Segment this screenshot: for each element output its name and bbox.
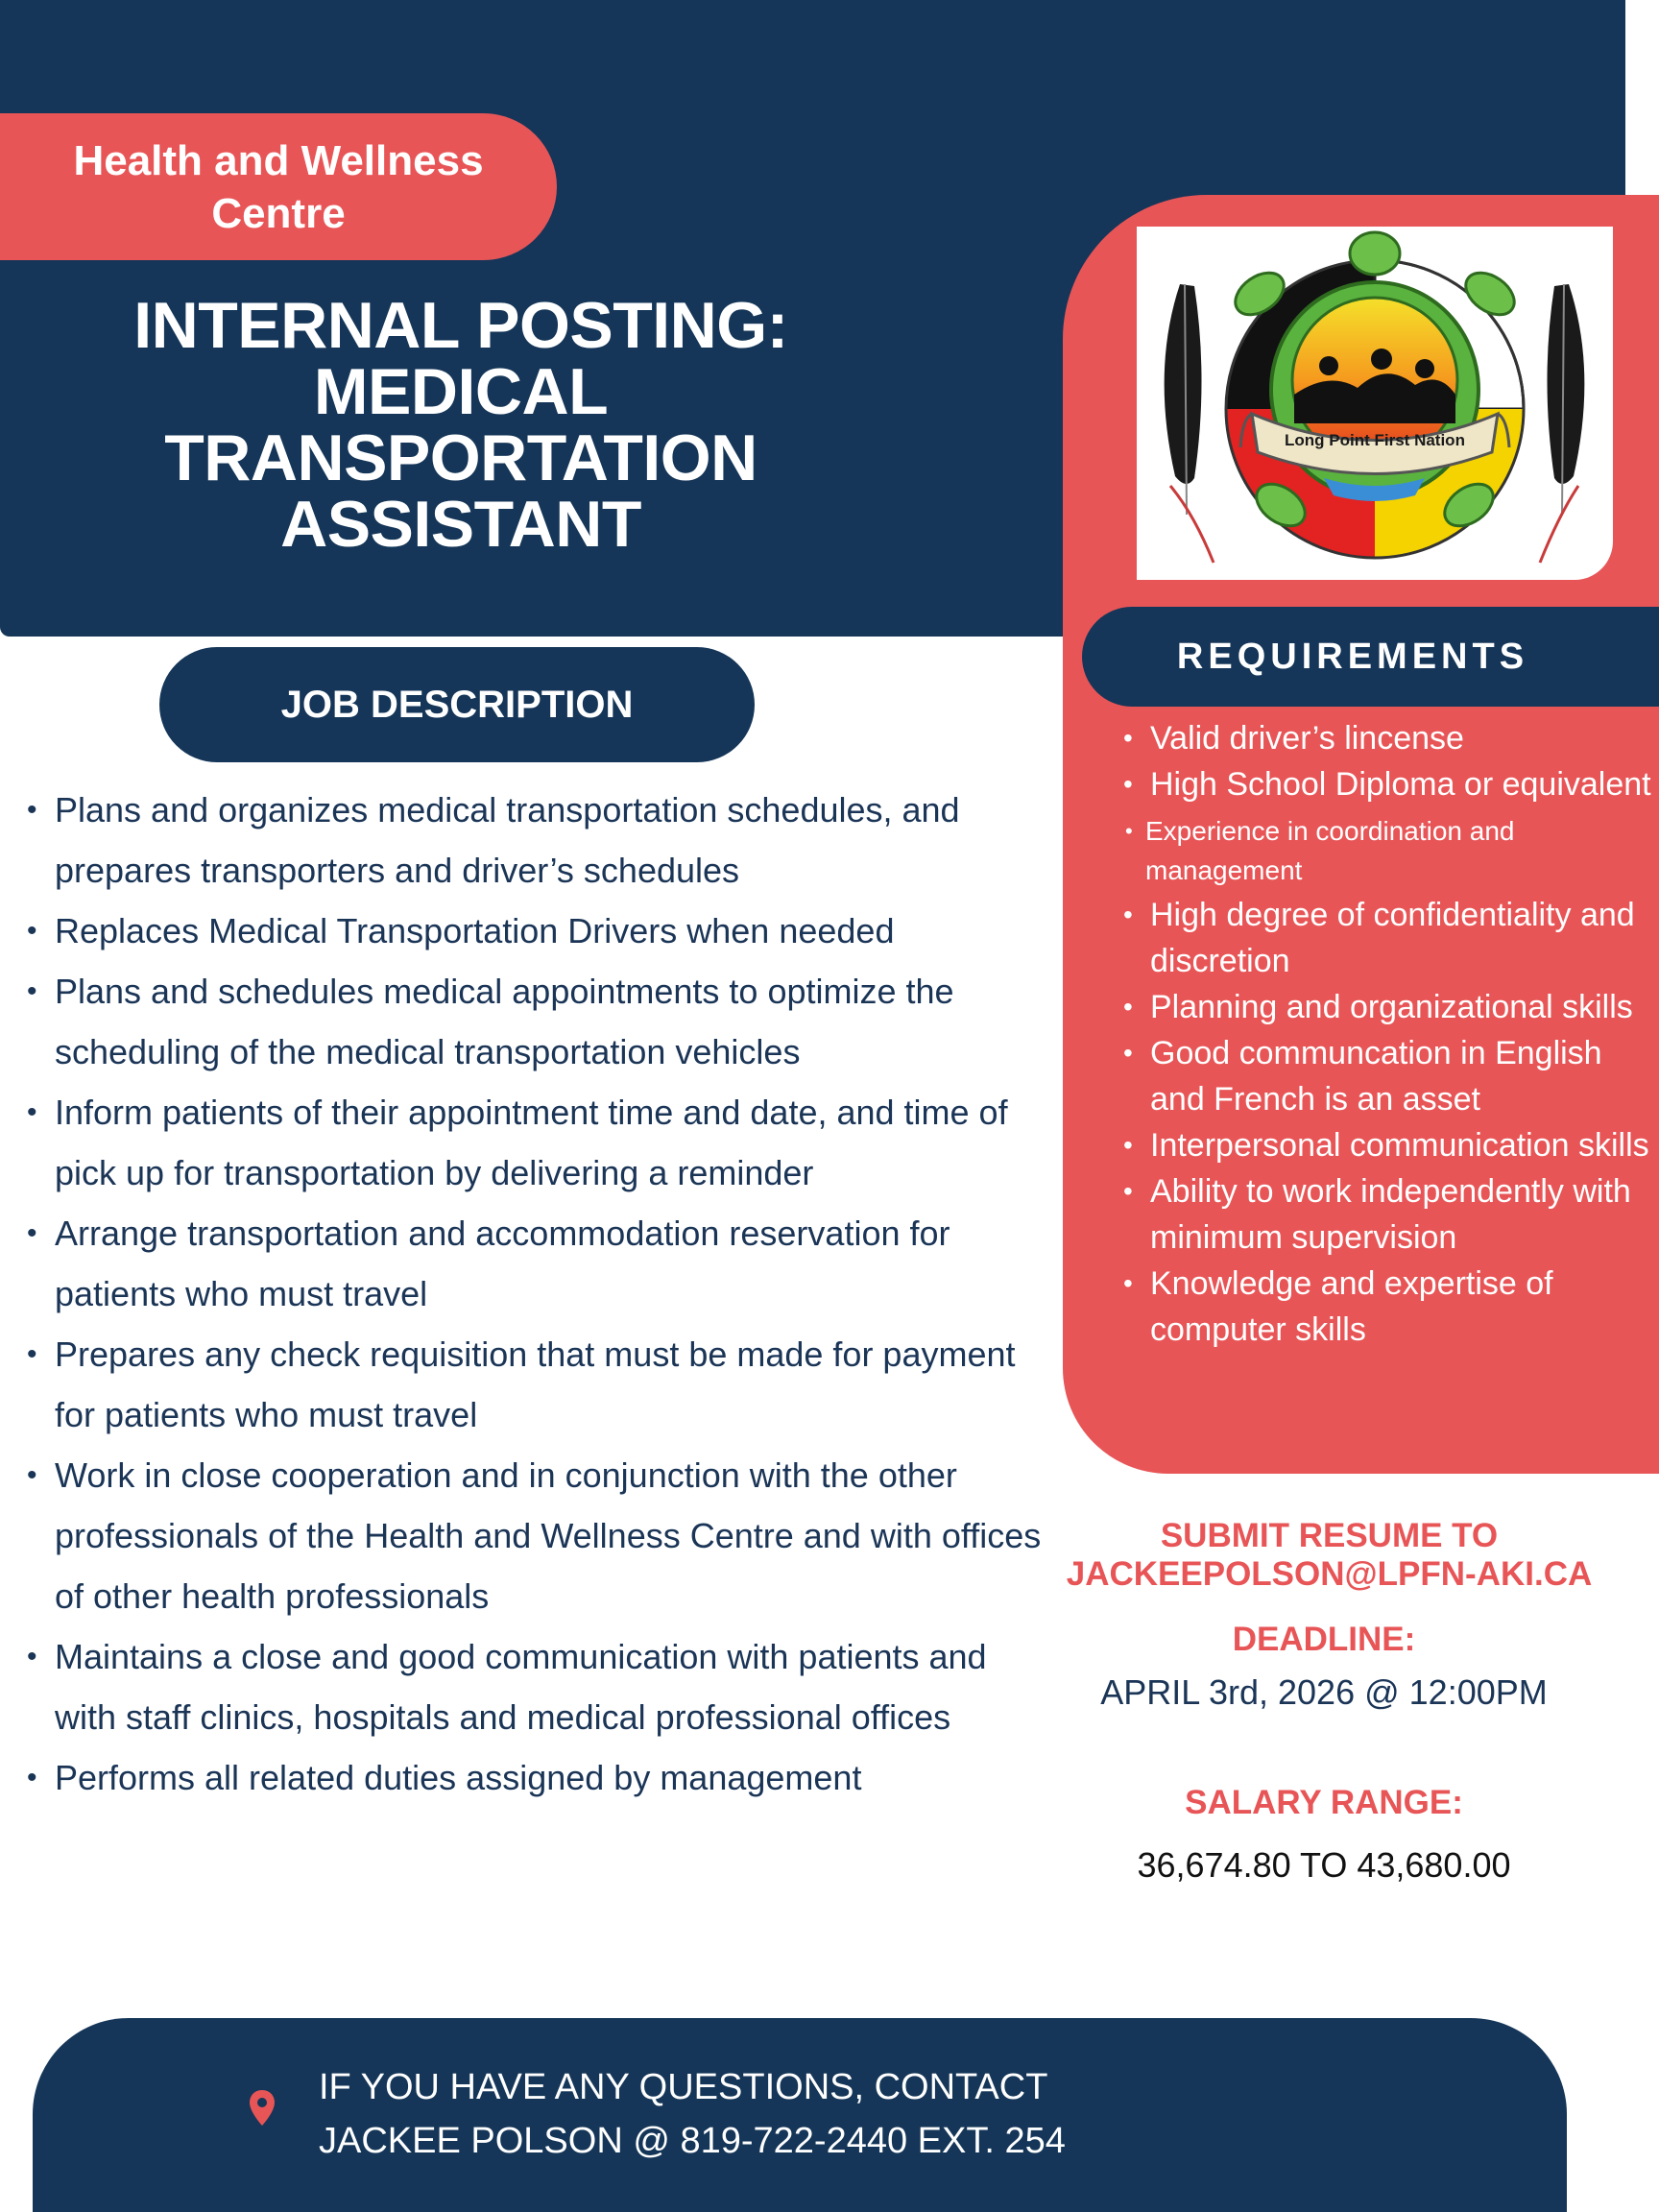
duty-item: • Prepares any check requisition that must be made for payment for patients who must travel (27, 1324, 1045, 1445)
title-line1: INTERNAL POSTING: (133, 289, 788, 362)
logo-text: Long Point First Nation (1285, 431, 1465, 449)
duty-item: • Inform patients of their appointment time and date, and time of pick up for transportation by delivering a reminder (27, 1082, 1045, 1203)
deadline-label: DEADLINE: (1232, 1621, 1416, 1658)
location-pin-icon (248, 2089, 276, 2128)
duty-item: • Replaces Medical Transportation Drivers when needed (27, 901, 1045, 961)
deadline-value: APRIL 3rd, 2026 @ 12:00PM (1100, 1672, 1548, 1712)
title-line2: MEDICAL (313, 355, 609, 428)
requirement-item: • Planning and organizational skills (1121, 984, 1659, 1030)
requirement-item: • Knowledge and expertise of computer skills (1121, 1261, 1659, 1353)
page-title (77, 289, 845, 561)
requirement-item: • Ability to work independently with minimum supervision (1121, 1168, 1659, 1261)
requirements-list (1121, 715, 1659, 1353)
duty-item: • Plans and organizes medical transportation schedules, and prepares transporters and driver’s schedules (27, 780, 1045, 901)
duty-item: • Plans and schedules medical appointments to optimize the scheduling of the medical transportation vehicles (27, 961, 1045, 1082)
contact-text (319, 2060, 1066, 2168)
salary-label: SALARY RANGE: (1185, 1784, 1463, 1821)
left-feather-icon (1165, 284, 1214, 563)
logo-frame (1137, 227, 1613, 580)
org-name-line1: Health and Wellness (73, 136, 484, 184)
submit-label: SUBMIT RESUME TO (1160, 1517, 1499, 1554)
job-description-heading: JOB DESCRIPTION (159, 647, 755, 762)
requirements-heading: REQUIREMENTS (1082, 607, 1659, 707)
requirement-item: • Interpersonal communication skills (1121, 1122, 1659, 1168)
salary-value: 36,674.80 TO 43,680.00 (1137, 1845, 1511, 1885)
duty-item: • Maintains a close and good communication with patients and with staff clinics, hospitals and medical professional offices (27, 1626, 1045, 1747)
contact-line1: IF YOU HAVE ANY QUESTIONS, CONTACT (319, 2067, 1048, 2107)
org-name-line2: Centre (211, 189, 346, 237)
requirement-item: • Valid driver’s lincense (1121, 715, 1659, 761)
contact-line2: JACKEE POLSON @ 819-722-2440 EXT. 254 (319, 2121, 1066, 2161)
title-line3: TRANSPORTATION (164, 421, 757, 494)
long-point-first-nation-logo (1137, 227, 1613, 580)
requirement-item: • Good communcation in English and French is an asset (1121, 1030, 1659, 1122)
job-description-list (27, 780, 1045, 1808)
requirement-item: • High degree of confidentiality and discretion (1121, 892, 1659, 984)
org-badge (0, 113, 557, 260)
duty-item: • Arrange transportation and accommodation reservation for patients who must travel (27, 1203, 1045, 1324)
title-line4: ASSISTANT (280, 488, 641, 561)
requirement-item: • Experience in coordination and management (1125, 811, 1659, 890)
requirement-item: • High School Diploma or equivalent (1121, 761, 1659, 807)
duty-item: • Work in close cooperation and in conjunction with the other professionals of the Health and Wellness Centre and with offices of other health professionals (27, 1445, 1045, 1626)
duty-item: • Performs all related duties assigned by management (27, 1747, 1045, 1808)
right-feather-icon (1540, 284, 1584, 563)
submit-resume (1063, 1517, 1596, 1594)
submit-email[interactable]: JACKEEPOLSON@LPFN-AKI.CA (1066, 1555, 1593, 1593)
